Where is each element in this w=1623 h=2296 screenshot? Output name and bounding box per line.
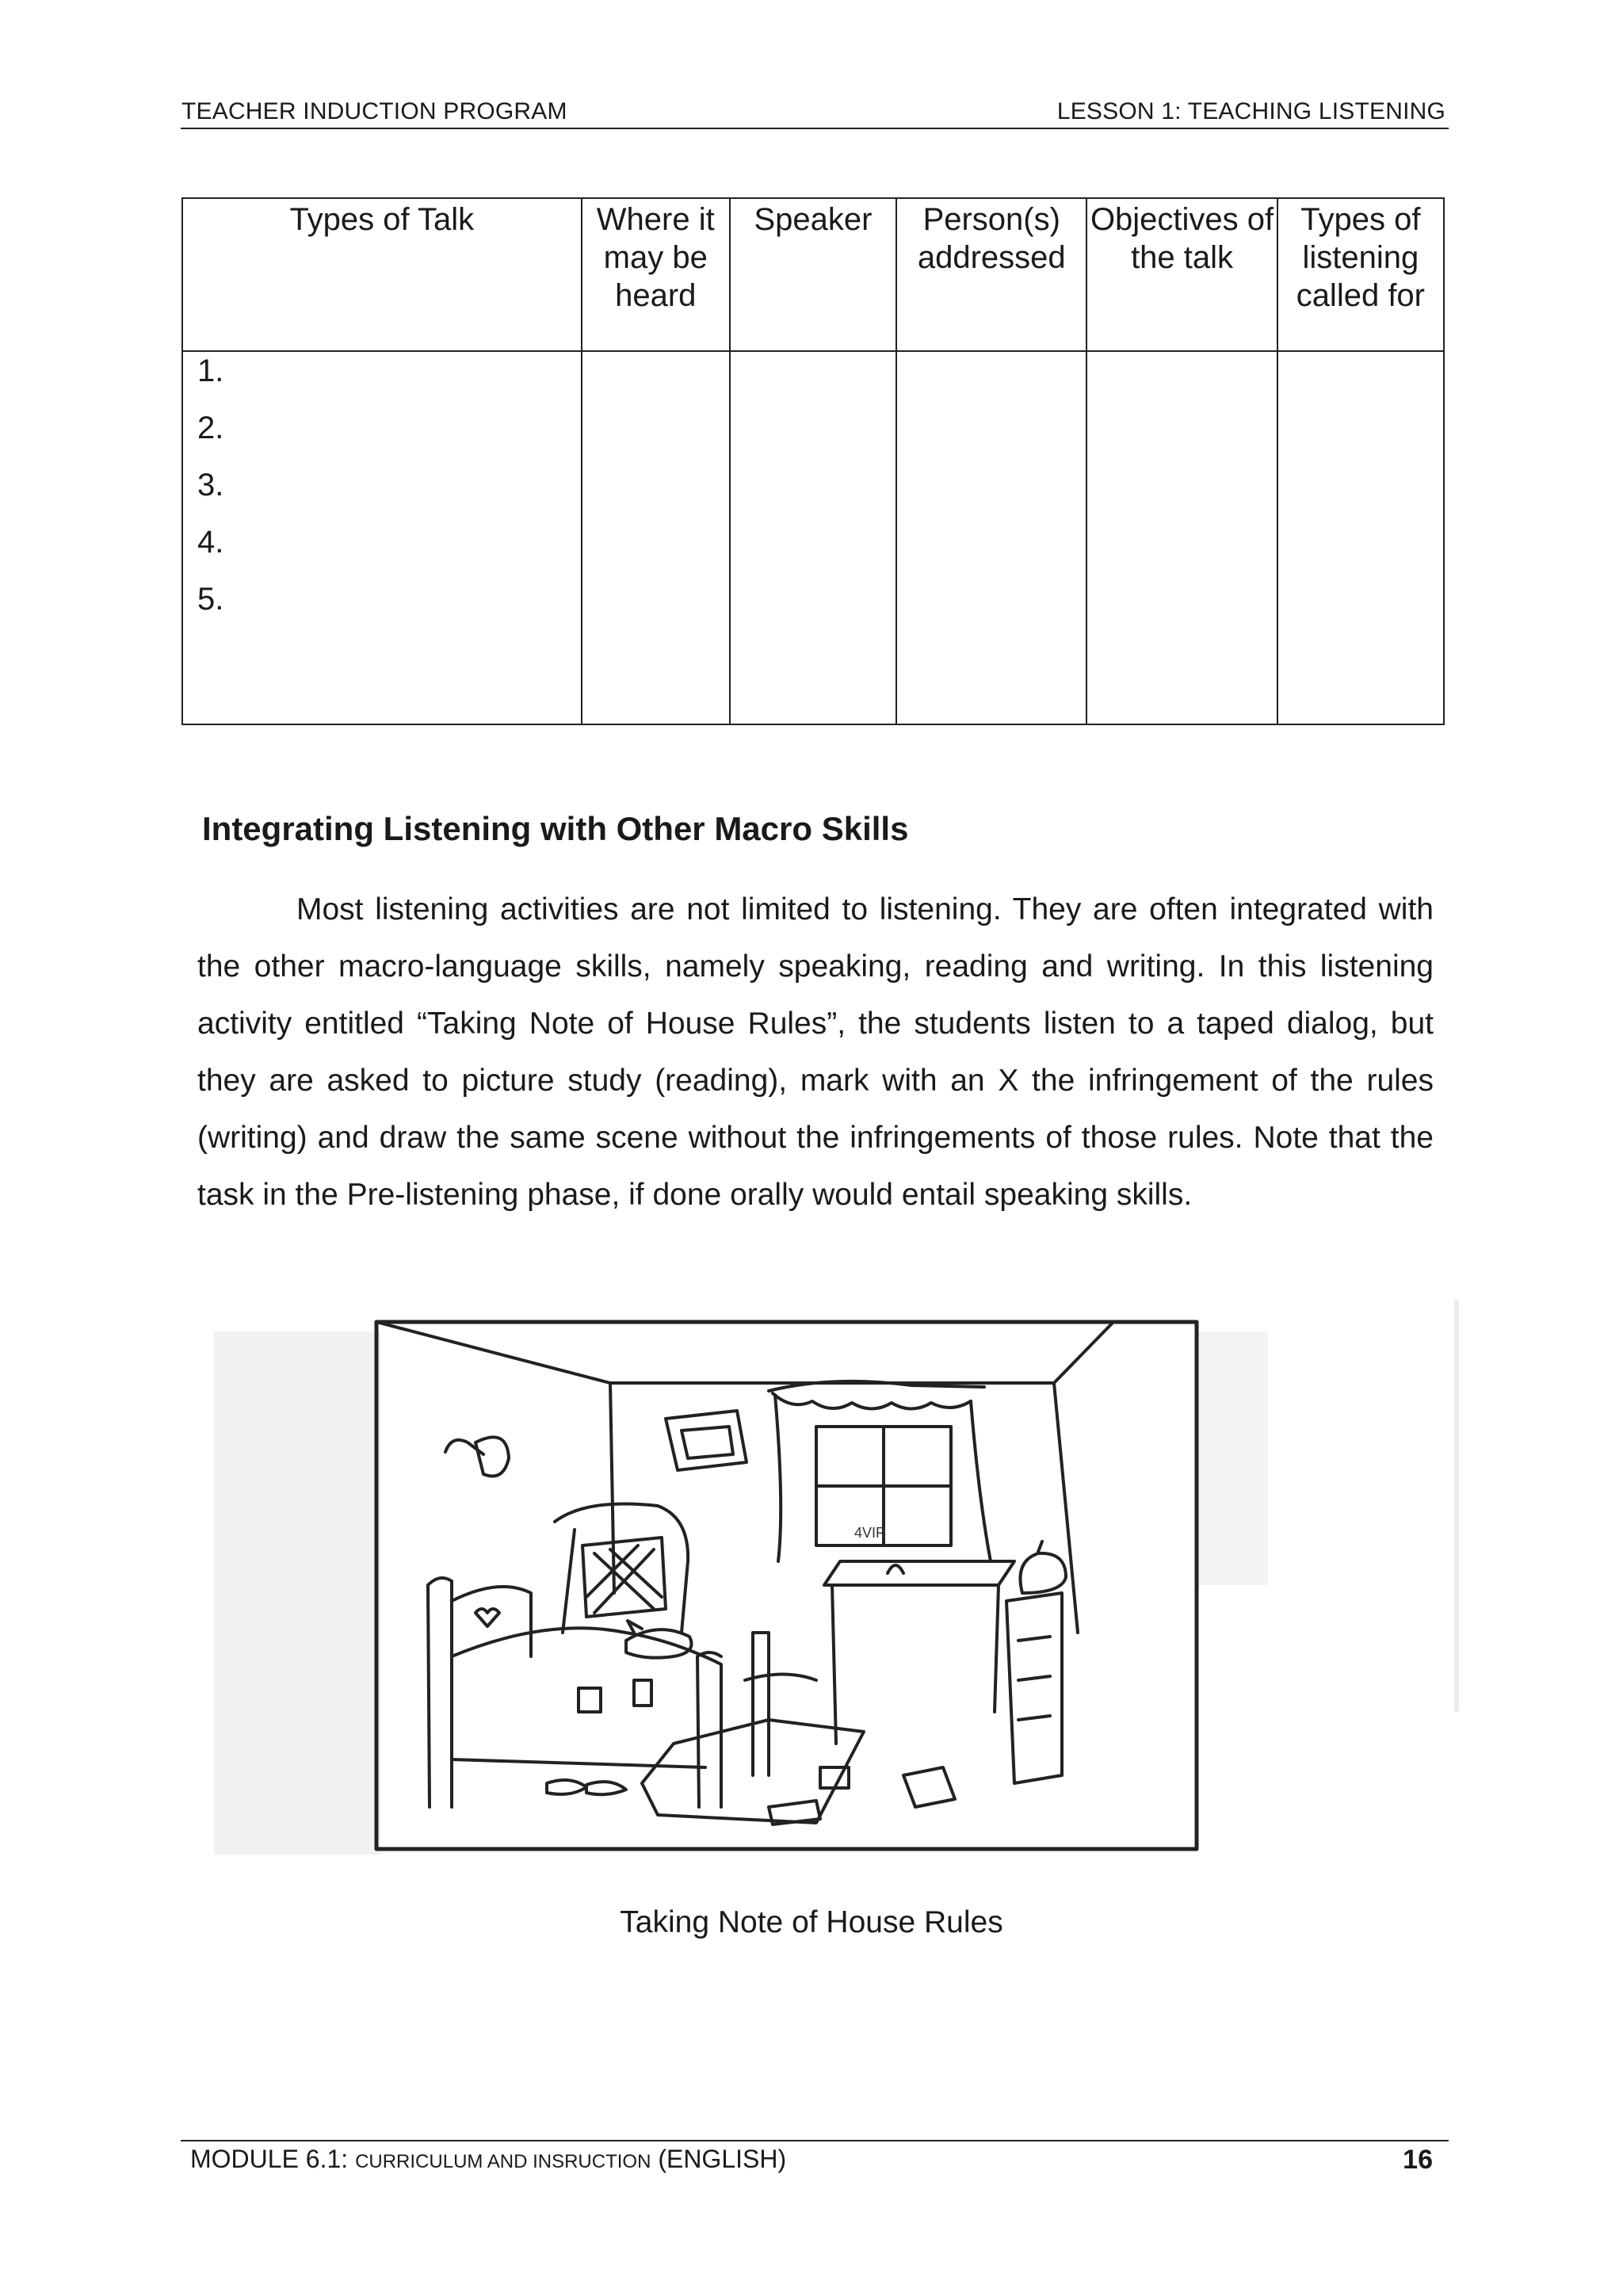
list-item: 4. (197, 525, 224, 560)
sketch-label: 4VIR (854, 1525, 887, 1541)
empty-cell (1277, 351, 1444, 724)
house-rules-illustration (214, 1300, 1466, 1870)
list-item: 3. (197, 468, 224, 502)
column-header: Types of listening called for (1277, 198, 1444, 351)
column-header: Where it may be heard (582, 198, 730, 351)
header-lesson: LESSON 1: TEACHING LISTENING (1056, 98, 1445, 124)
footer-course: CURRICULUM AND INSRUCTION (355, 2151, 651, 2172)
column-header: Speaker (730, 198, 896, 351)
footer-divider (181, 2140, 1449, 2141)
column-header: Objectives of the talk (1086, 198, 1277, 351)
figure-caption: Taking Note of House Rules (620, 1905, 1003, 1939)
table-row (182, 351, 1444, 724)
list-item: 5. (197, 582, 224, 617)
types-of-talk-table (181, 197, 1445, 725)
empty-cell (730, 351, 896, 724)
body-paragraph: Most listening activities are not limited to listening. They are often integrated with the other macro-language skills, namely speaking, reading and writing. In this listening activity entitled “Taking Note of House Rules”, the students listen to a taped dialog, but they are asked to picture study (reading), mark with an X the infringement of the rules (writing) and draw the same scene without the infringements of those rules. Note that the task in the Pre-listening phase, if done orally would entail speaking skills. (197, 892, 1434, 1212)
header-divider (181, 128, 1449, 129)
footer-module-number: MODULE 6.1: (190, 2145, 356, 2173)
list-item: 1. (197, 353, 224, 388)
section-heading: Integrating Listening with Other Macro Skills (202, 810, 909, 847)
footer-module (190, 2145, 786, 2174)
column-header: Person(s) addressed (896, 198, 1086, 351)
empty-cell (582, 351, 730, 724)
item-list-cell (182, 351, 582, 724)
page-number: 16 (1403, 2145, 1433, 2175)
table-header-row (182, 198, 1444, 351)
empty-cell (1086, 351, 1277, 724)
empty-cell (896, 351, 1086, 724)
column-header: Types of Talk (182, 198, 582, 351)
header-program: TEACHER INDUCTION PROGRAM (181, 98, 567, 124)
list-item: 2. (197, 411, 224, 445)
footer-subject: (ENGLISH) (651, 2145, 787, 2173)
